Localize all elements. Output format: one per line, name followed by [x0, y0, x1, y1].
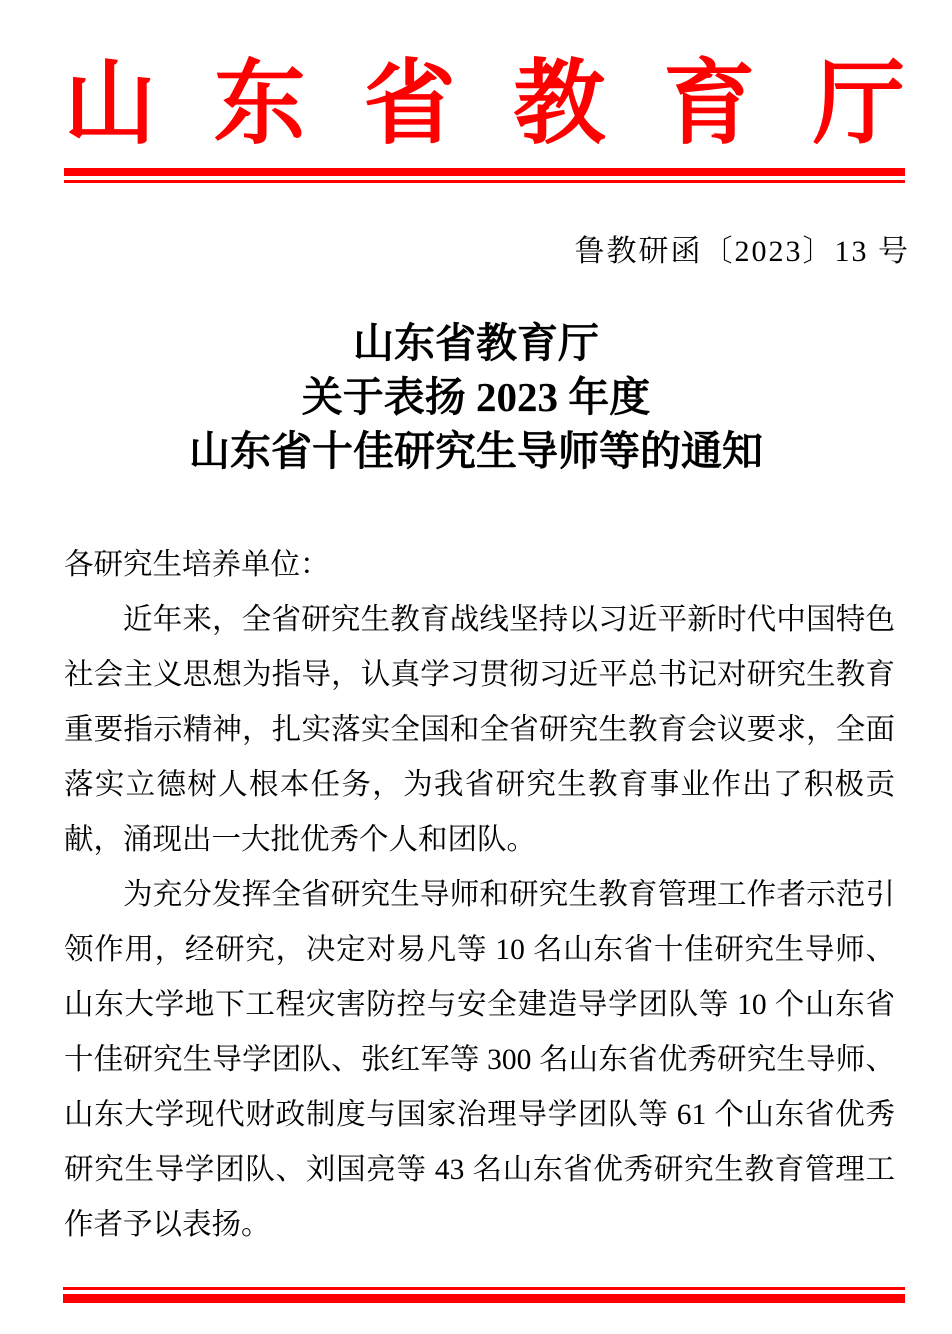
salutation: 各研究生培养单位：: [64, 549, 330, 581]
bottom-rule-thin: [63, 1287, 905, 1290]
body-paragraph-2: 为充分发挥全省研究生导师和研究生教育管理工作者示范引领作用，经研究，决定对易凡等 10 名山东省十佳研究生导师、山东大学地下工程灾害防控与安全建造导学团队等 10 个山东省十佳研究生导学团队、张红军等 300 名山东省优秀研究生导师、山东大学现代财政制度与国家治理导学团队等 61 个山东省优秀研究生导学团队、刘国亮等 43 名山东省优秀研究生教育管理工作者予以表扬。: [64, 879, 895, 1241]
document-body: [64, 538, 895, 1253]
notice-title-line-1: 山东省教育厅: [353, 320, 599, 366]
agency-masthead: 山 东 省 教 育 厅: [64, 53, 905, 155]
notice-title-line-2: 关于表扬 2023 年度: [301, 374, 651, 420]
document-number: 鲁教研函〔2023〕13 号: [574, 235, 910, 268]
body-paragraph-1: 近年来，全省研究生教育战线坚持以习近平新时代中国特色社会主义思想为指导，认真学习贯彻习近平总书记对研究生教育重要指示精神，扎实落实全国和全省研究生教育会议要求，全面落实立德树人根本任务，为我省研究生教育事业作出了积极贡献，涌现出一大批优秀个人和团队。: [64, 604, 895, 856]
bottom-rule-thick: [63, 1294, 905, 1303]
top-rule-thick: [64, 168, 905, 176]
notice-title: [0, 316, 952, 478]
notice-title-line-3: 山东省十佳研究生导师等的通知: [189, 428, 763, 474]
top-rule-thin: [64, 180, 905, 183]
